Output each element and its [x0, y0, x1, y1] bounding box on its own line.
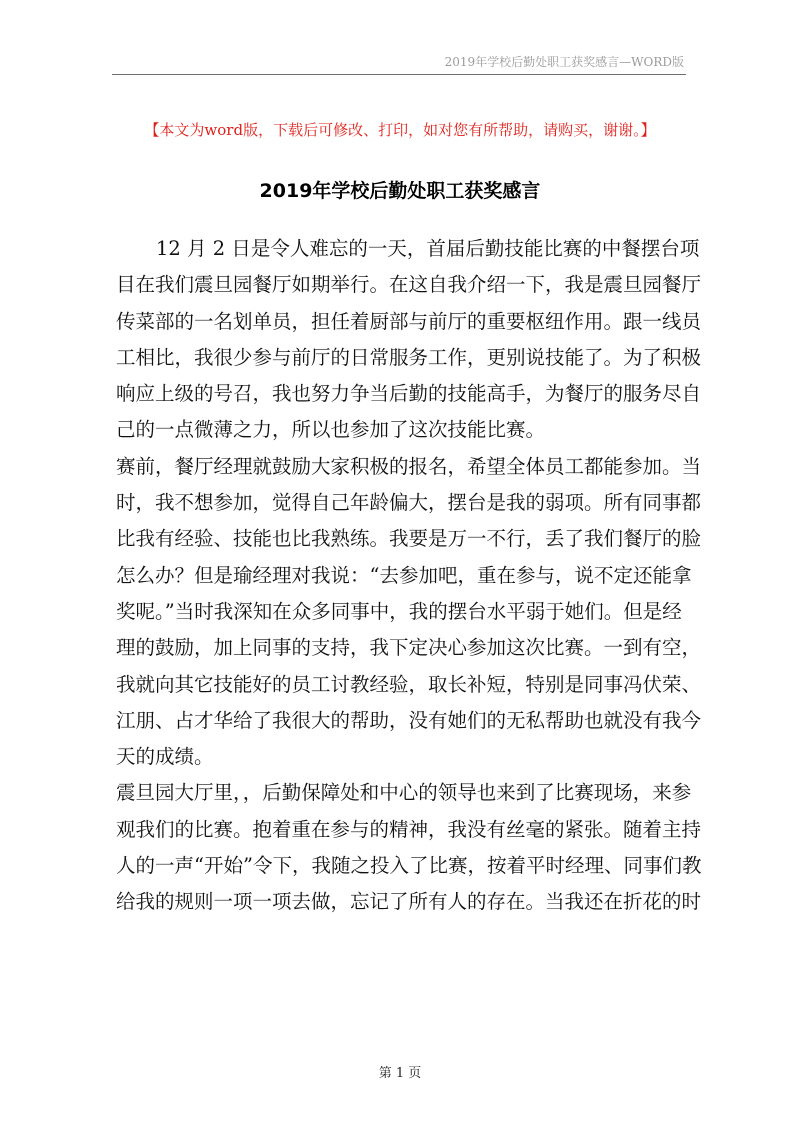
body-line: 比我有经验、技能也比我熟练。我要是万一不行，丢了我们餐厅的脸: [116, 527, 702, 551]
body-line: 理的鼓励，加上同事的支持，我下定决心参加这次比赛。一到有空，: [116, 636, 702, 660]
body-line: 人的一声“开始”令下，我随之投入了比赛，按着平时经理、同事们教: [116, 854, 702, 878]
body-line: 江朋、占才华给了我很大的帮助，没有她们的无私帮助也就没有我今: [116, 708, 702, 732]
document-title: 2019年学校后勤处职工获奖感言: [259, 180, 541, 202]
page-number: 第 1 页: [378, 1066, 422, 1081]
body-line: 传菜部的一名划单员，担任着厨部与前厅的重要枢纽作用。跟一线员: [116, 309, 702, 333]
body-line: 震旦园大厅里，，后勤保障处和中心的领导也来到了比赛现场，来参: [116, 781, 692, 805]
body-line: 己的一点微薄之力，所以也参加了这次技能比赛。: [116, 418, 546, 442]
download-notice: 【本文为word版，下载后可修改、打印，如对您有所帮助，请购买，谢谢。】: [144, 121, 656, 139]
body-line: 观我们的比赛。抱着重在参与的精神，我没有丝毫的紧张。随着主持: [116, 817, 702, 841]
body-line: 奖呢。”当时我深知在众多同事中，我的摆台水平弱于她们。但是经: [116, 599, 682, 623]
header-divider: [112, 74, 686, 75]
body-line: 12 月 2 日是令人难忘的一天，首届后勤技能比赛的中餐摆台项: [156, 237, 700, 260]
document-body: [116, 231, 702, 921]
body-line: 工相比，我很少参与前厅的日常服务工作，更别说技能了。为了积极: [116, 345, 702, 369]
body-line: 响应上级的号召，我也努力争当后勤的技能高手，为餐厅的服务尽自: [116, 382, 702, 406]
body-line: 天的成绩。: [116, 745, 214, 769]
body-line: 目在我们震旦园餐厅如期举行。在这自我介绍一下，我是震旦园餐厅: [116, 273, 702, 297]
running-header: 2019年学校后勤处职工获奖感言—WORD版: [444, 55, 684, 69]
body-line: 怎么办？但是瑜经理对我说：“去参加吧，重在参与，说不定还能拿: [116, 563, 692, 587]
body-line: 时，我不想参加，觉得自己年龄偏大，摆台是我的弱项。所有同事都: [116, 491, 702, 515]
body-line: 我就向其它技能好的员工讨教经验，取长补短，特别是同事冯伏荣、: [116, 672, 702, 696]
body-line: 给我的规则一项一项去做，忘记了所有人的存在。当我还在折花的时: [116, 890, 702, 914]
body-line: 赛前，餐厅经理就鼓励大家积极的报名，希望全体员工都能参加。当: [116, 454, 702, 478]
